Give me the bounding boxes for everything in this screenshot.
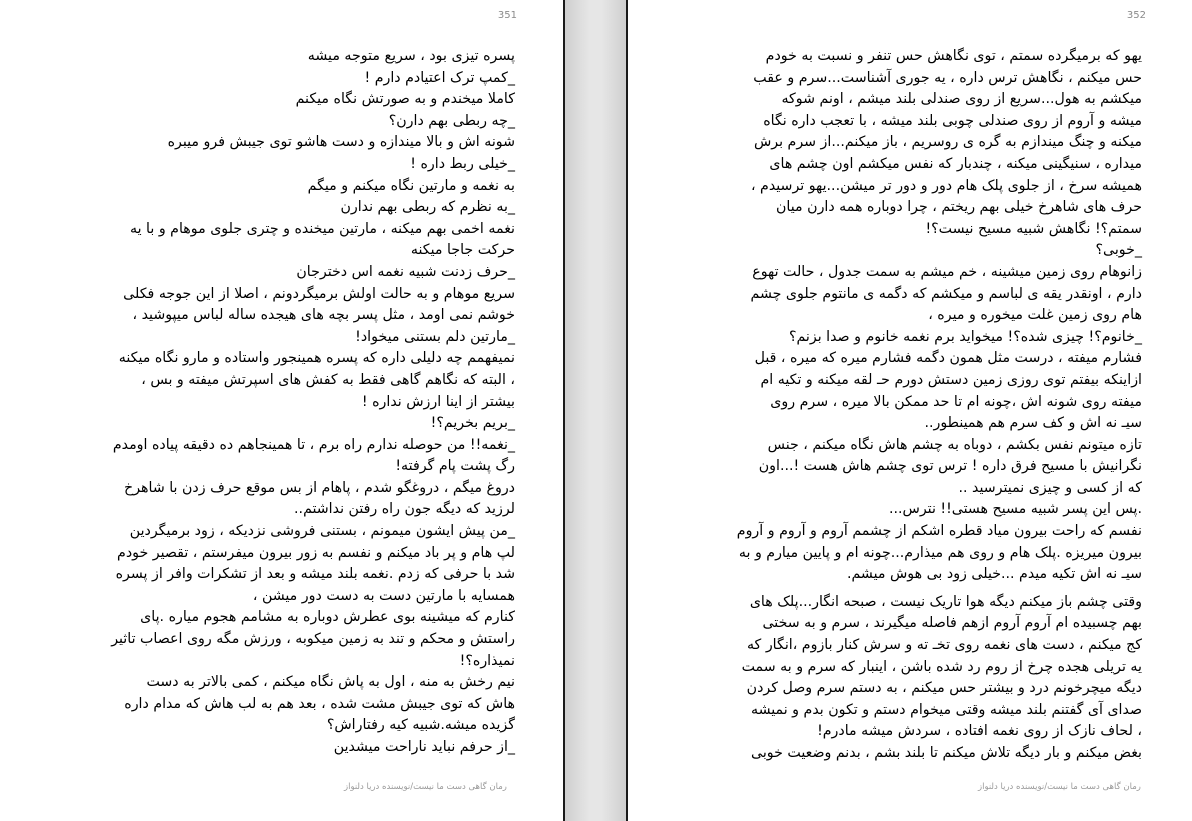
- page-number: 351: [497, 10, 517, 21]
- text-line: سریع موهام و به حالت اولش برمیگردونم ، اصلا از این جوجه فکلی: [123, 285, 515, 302]
- text-line: دارم ، اونقدر یقه ی لباسم و میکشم که دگمه ی مانتوم جلوی چشم: [750, 285, 1142, 302]
- text-line: میکشم به هول...سریع از روی صندلی بلند میشم ، اونم شوکه: [781, 91, 1142, 108]
- text-line: لپ هام و پر باد میکنم و نفسم به زور بیرون میفرستم ، تقصیر خودم: [117, 544, 515, 561]
- text-line: شونه اش و بالا میندازه و دست هاشو توی جیبش فرو میبره: [167, 134, 515, 151]
- text-line: رگ پشت پام گرفته!: [395, 458, 515, 475]
- text-line: بیشتر از اینا ارزش نداره !: [361, 393, 515, 410]
- text-line: همسایه با مارتین دست به دست دور میشن ،: [252, 587, 515, 604]
- text-line: ، البته که نگاهم گاهی فقط به کفش های اسپرتش میفته و بس ،: [141, 371, 515, 388]
- text-line: هام روی زمین غلت میخوره و میره ،: [928, 307, 1142, 324]
- text-line: _خیلی ربط داره !: [410, 155, 515, 172]
- text-line: _به نظرم که ربطی بهم ندارن: [340, 199, 515, 216]
- text-line: میشه و آروم از روی صندلی چوبی بلند میشه ، با تعجب داره نگاه: [763, 112, 1142, 129]
- text-line: یهو که برمیگرده سمتم ، توی نگاهش حس تنفر و نسبت به خودم: [765, 48, 1142, 64]
- text-line: هاش که توی جیبش مشت شده ، بعد هم به لب هاش که مدام داره: [124, 695, 515, 712]
- text-line: دروغ میگم ، دروغگو شدم ، پاهام از بس موقع حرف زدن با شاهرخ: [124, 479, 515, 496]
- text-line: بهم چسبیده ام آروم آروم ازهم فاصله میگیرند ، سرم و به سختی: [762, 615, 1142, 632]
- text-line: _خانوم؟! چیزی شده؟! میخواید برم نغمه خانوم و صدا بزنم؟: [788, 328, 1142, 345]
- text-line: .پس این پسر شبیه مسیح هستی!! نترس...: [888, 501, 1142, 518]
- text-line: کنارم که میشینه بوی عطرش دوباره به مشامم هجوم میاره .پای: [140, 609, 515, 626]
- text-line: _از حرفم نباید ناراحت میشدین: [333, 739, 515, 755]
- text-line: نیم رخش به منه ، اول به پاش نگاه میکنم ، کمی بالاتر به دست: [146, 674, 515, 691]
- text-line: پسره تیزی بود ، سریع متوجه میشه: [307, 48, 515, 64]
- text-line: نمیفهمم چه دلیلی داره که پسره همینجور واستاده و مارو نگاه میکنه: [118, 350, 515, 367]
- text-line: _نغمه!! من حوصله ندارم راه برم ، تا همینجاهم ده دقیقه پیاده اومدم: [112, 436, 515, 453]
- text-line: یه تریلی هجده چرخ از روم رد شده باشن ، اینبار که سرم و به سمت: [741, 658, 1142, 675]
- text-line: میکنه و چنگ میندازم به گره ی روسریم ، باز میکنم...از سرم برش: [753, 134, 1142, 151]
- text-line: کاملا میخندم و به صورتش نگاه میکنم: [295, 91, 515, 108]
- text-line: بیرون میریزه .پلک هام و روی هم میذارم...چونه ام و پایین میارم و به: [738, 544, 1142, 561]
- text-line: میفته روی شونه اش ،چونه ام تا حد ممکن بالا میره ، سرم روی: [770, 393, 1142, 410]
- text-line: _چه ربطی بهم دارن؟: [388, 112, 515, 129]
- text-line: صدای آی گفتنم بلند میشه وقتی میخوام دستم و تکون بدم و نمیشه: [750, 701, 1142, 718]
- page-gutter: [565, 0, 626, 821]
- text-line: سیـ نه اش و کف سرم هم همینطور..: [924, 415, 1142, 432]
- text-line: سمتم؟! نگاهش شبیه مسیح نیست؟!: [925, 220, 1142, 237]
- text-line: خوشم نمی اومد ، مثل پسر بچه های هیجده ساله لباس میپوشید ،: [132, 307, 515, 324]
- text-line: شد با حرفی که زدم .نغمه بلند میشه و بعد از تشکرات وافر از پسره: [115, 566, 515, 583]
- text-line: _مارتین دلم بستنی میخواد!: [355, 328, 515, 345]
- page-352: [626, 0, 1192, 821]
- text-line: بغض میکنم و بار دیگه تلاش میکنم تا بلند بشم ، بدنم وضعیت خوبی: [751, 745, 1142, 761]
- text-line: میداره ، سنیگینی میکنه ، چندبار که نفس میکشم اون چشم های: [769, 155, 1142, 172]
- text-line: تازه میتونم نفس بکشم ، دوباه به چشم هاش نگاه میکنم ، جنس: [767, 436, 1142, 453]
- text-line: ازاینکه بیفتم توی روزی زمین دستش دورم حـ لقه میکنه و تکیه ام: [760, 371, 1142, 388]
- text-line: _حرف زدنت شبیه نغمه اس دخترجان: [296, 263, 515, 280]
- text-line: سیـ نه اش تکیه میدم ...خیلی زود بی هوش میشم.: [846, 566, 1142, 583]
- text-line: نمیذاره؟!: [459, 652, 515, 669]
- page-footer: رمان گاهی دست ما نیست/نویسنده دریا دلنواز: [978, 782, 1141, 792]
- page-body-text: [35, 46, 515, 759]
- text-line: حرکت جاجا میکنه: [410, 242, 515, 259]
- text-line: _من پیش ایشون میمونم ، بستنی فروشی نزدیکه ، زود برمیگردین: [129, 523, 515, 540]
- text-line: کج میکنم ، دست های نغمه روی تخـ ته و سرش کنار بازوم ،انگار که: [746, 637, 1142, 654]
- text-line: که از کسی و چیزی نمیترسید ..: [958, 479, 1142, 496]
- text-line: _کمپ ترک اعتیادم دارم !: [364, 69, 515, 86]
- text-line: لرزید که دیگه جون راه رفتن نداشتم..: [294, 501, 515, 518]
- text-line: _خوبی؟: [1095, 242, 1142, 259]
- page-351: [0, 0, 565, 821]
- page-body-text: [642, 46, 1142, 765]
- text-line: دیگه میچرخونم درد و بیشتر حس میکنم ، به دستم سرم وصل کردن: [746, 680, 1142, 697]
- text-line: حس میکنم ، نگاهش ترس داره ، یه جوری آشناست...سرم و عقب: [753, 69, 1142, 86]
- text-line: نغمه اخمی بهم میکنه ، مارتین میخنده و چتری جلوی موهام و با یه: [129, 220, 515, 237]
- text-line: فشارم میفته ، درست مثل همون دگمه فشارم میره که میره ، قبل: [754, 350, 1142, 367]
- text-line: نگرانیش با مسیح فرق داره ! ترس توی چشم هاش هست !...اون: [758, 458, 1142, 475]
- text-line: ، لحاف نازک از روی نغمه افتاده ، سردش میشه مادرم!: [817, 723, 1142, 740]
- page-number: 352: [1126, 10, 1146, 21]
- page-footer: رمان گاهی دست ما نیست/نویسنده دریا دلنواز: [344, 782, 507, 792]
- text-line: وقتی چشم باز میکنم دیگه هوا تاریک نیست ، صبحه انگار...پلک های: [749, 593, 1142, 610]
- text-line: _بریم بخریم؟!: [430, 415, 515, 432]
- text-line: حرف های شاهرخ خیلی بهم ریختم ، چرا دوباره همه دارن میان: [776, 199, 1142, 216]
- text-line: زانوهام روی زمین میشینه ، خم میشم به سمت جدول ، حالت تهوع: [752, 263, 1142, 280]
- text-line: نفسم که راحت بیرون میاد قطره اشکم از چشمم آروم و آروم و آروم: [736, 523, 1142, 540]
- text-line: گزیده میشه.شبیه کیه رفتاراش؟: [326, 717, 515, 734]
- text-line: به نغمه و مارتین نگاه میکنم و میگم: [307, 177, 515, 194]
- text-line: همیشه سرخ ، از جلوی پلک هام دور و دور تر میشن...یهو ترسیدم ،: [750, 177, 1142, 194]
- text-line: راستش و محکم و تند به زمین میکوبه ، ورزش مگه روی اعصاب تاثیر: [111, 631, 515, 648]
